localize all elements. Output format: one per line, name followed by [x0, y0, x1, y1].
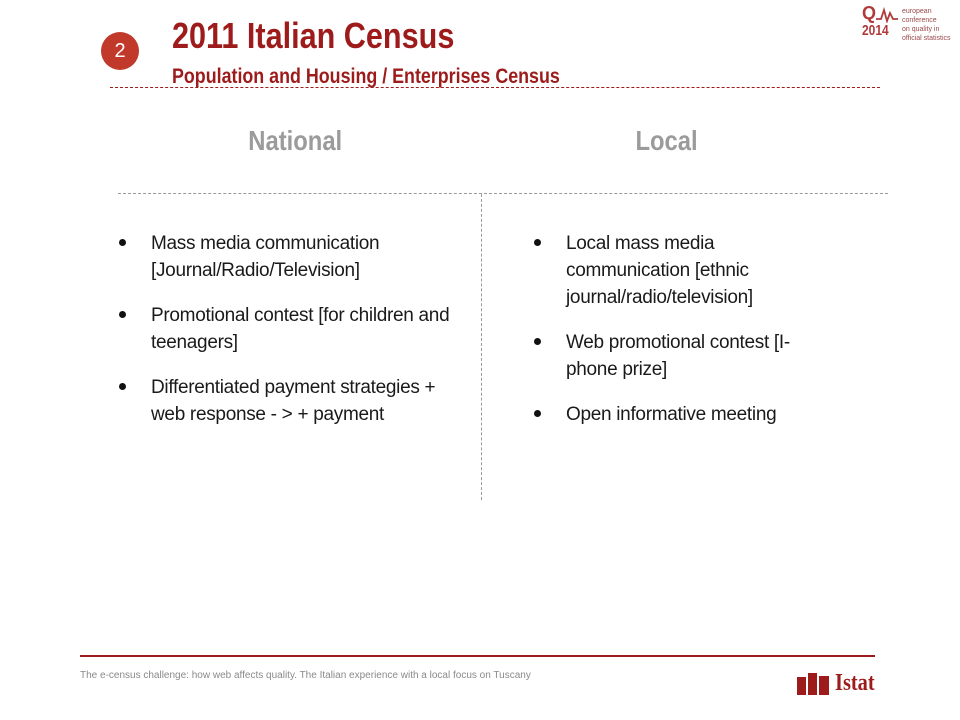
slide-title: 2011 Italian Census [172, 15, 455, 56]
list-item-text: Differentiated payment strategies + web response - > + payment [151, 377, 436, 425]
conference-logo-mark [862, 5, 898, 43]
conference-logo-line: official statistics [902, 35, 951, 42]
conference-logo-text [902, 7, 958, 43]
conference-logo-letter: Q [862, 3, 877, 23]
column-divider [481, 194, 482, 500]
bullet-icon [534, 338, 541, 345]
list-item-text: Web promotional contest [I-phone prize] [566, 332, 790, 380]
heading-divider [118, 193, 888, 194]
list-item-text: Promotional contest [for children and teenagers] [151, 305, 450, 353]
list-item [119, 302, 454, 356]
istat-logo-text: Istat [835, 670, 875, 696]
bullet-icon [534, 410, 541, 417]
column-heading-national: National [248, 125, 343, 156]
list-item-text: Mass media communication [Journal/Radio/Television] [151, 233, 380, 281]
local-bullet-list [534, 230, 819, 446]
list-item-text: Open informative meeting [566, 404, 777, 425]
list-item [534, 230, 819, 311]
list-item-text: Local mass media communication [ethnic journal/radio/television] [566, 233, 753, 308]
conference-logo-line: on quality in [902, 26, 940, 33]
slide-number-badge: 2 [101, 32, 139, 70]
slide-subtitle: Population and Housing / Enterprises Census [172, 65, 560, 88]
bullet-icon [119, 239, 126, 246]
list-item [534, 329, 819, 383]
footer-divider [80, 655, 875, 657]
pulse-line-icon [876, 7, 898, 23]
istat-logo [797, 671, 907, 697]
conference-logo-year: 2014 [862, 22, 889, 39]
national-bullet-list [119, 230, 454, 446]
istat-logo-icon [797, 671, 831, 695]
conference-logo [862, 5, 954, 43]
conference-logo-line: european conference [902, 8, 937, 24]
bullet-icon [119, 383, 126, 390]
list-item [534, 401, 819, 428]
bullet-icon [119, 311, 126, 318]
list-item [119, 374, 454, 428]
column-heading-local: Local [635, 125, 698, 156]
list-item [119, 230, 454, 284]
footer-caption: The e-census challenge: how web affects quality. The Italian experience with a local focus on Tuscany [80, 670, 531, 681]
title-divider [110, 87, 880, 88]
bullet-icon [534, 239, 541, 246]
